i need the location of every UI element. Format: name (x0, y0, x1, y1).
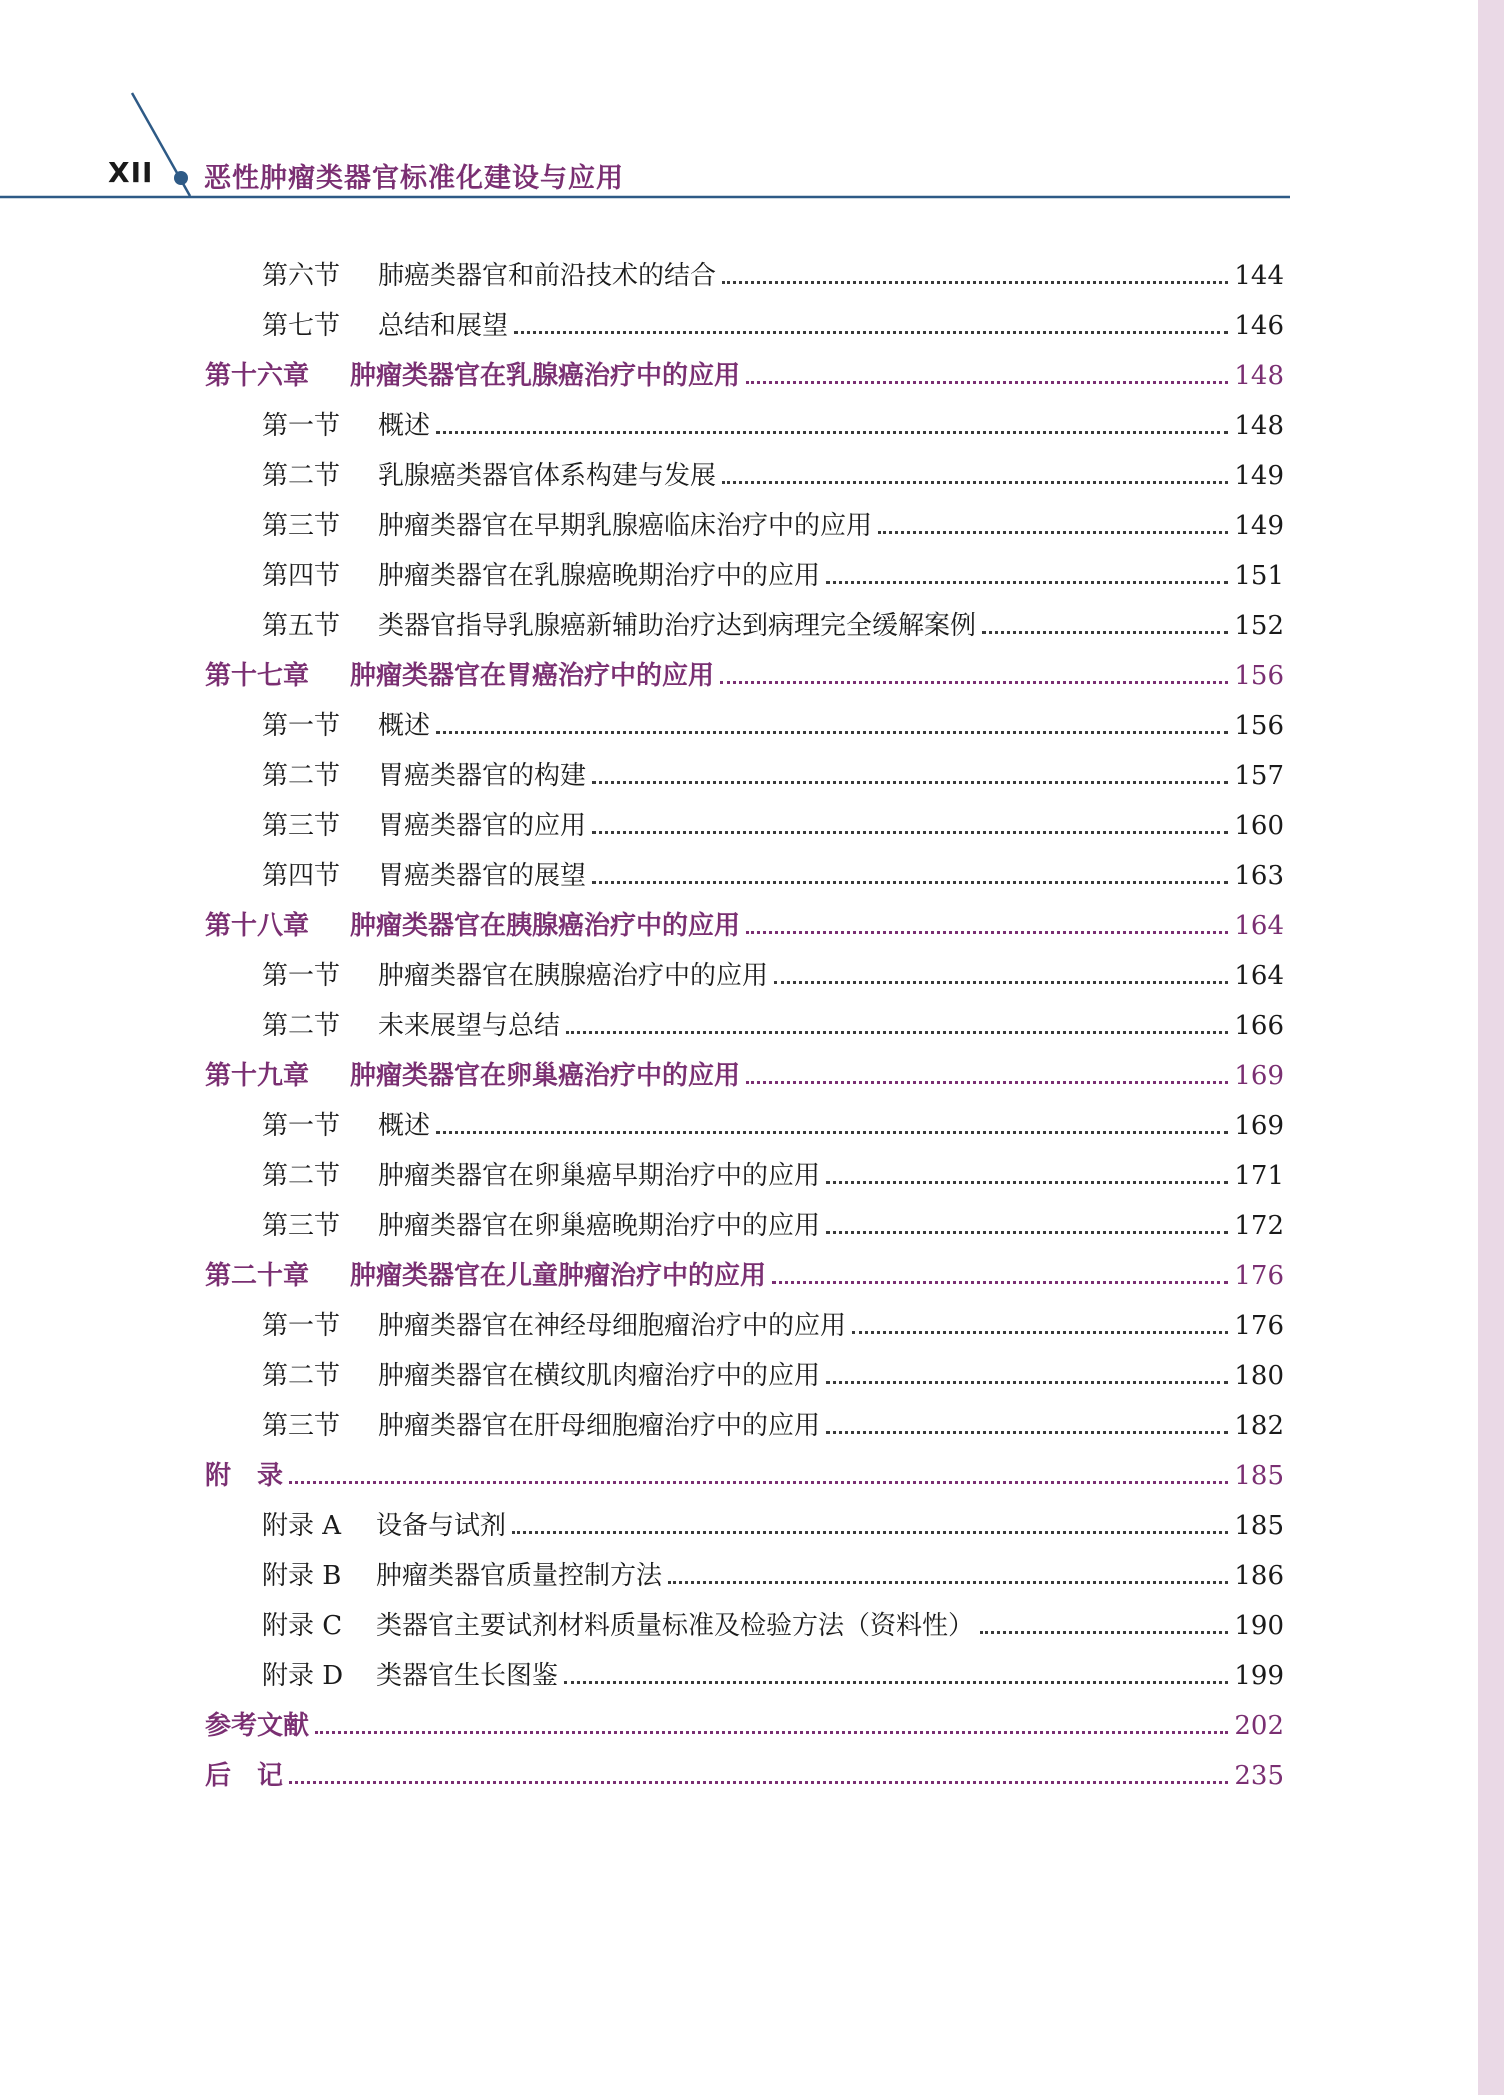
toc-entry-label: 第七节 (262, 311, 341, 341)
toc-entry-page-number: 199 (1234, 1661, 1284, 1691)
toc-entry-title: 肿瘤类器官在胃癌治疗中的应用 (350, 661, 715, 691)
toc-entry-section (262, 1156, 1284, 1196)
dot-leader (746, 381, 1228, 384)
toc-entry-section (262, 706, 1284, 746)
toc-entry-title: 类器官主要试剂材料质量标准及检验方法（资料性） (376, 1611, 975, 1641)
toc-entry-section (262, 956, 1284, 996)
dot-leader (878, 531, 1228, 534)
dot-leader (592, 881, 1228, 884)
toc-entry-page-number: 176 (1234, 1311, 1284, 1341)
dot-leader (826, 1231, 1228, 1234)
toc-entry-chapter (205, 1056, 1284, 1096)
toc-entry-label: 第二十章 (205, 1261, 310, 1291)
toc-entry-title: 概述 (378, 711, 431, 741)
toc-entry-page-number: 169 (1234, 1111, 1284, 1141)
dot-leader (722, 281, 1228, 284)
dot-leader (564, 1681, 1228, 1684)
toc-entry-section (262, 1006, 1284, 1046)
toc-entry-title: 肿瘤类器官在乳腺癌治疗中的应用 (350, 361, 741, 391)
toc-entry-page-number: 160 (1234, 811, 1284, 841)
toc-entry-page-number: 190 (1234, 1611, 1284, 1641)
toc-entry-title: 肿瘤类器官在卵巢癌早期治疗中的应用 (378, 1161, 821, 1191)
dot-leader (980, 1631, 1228, 1634)
toc-entry-page-number: 186 (1234, 1561, 1284, 1591)
toc-entry-label: 第一节 (262, 411, 341, 441)
dot-leader (720, 681, 1228, 684)
toc-entry-appendix (262, 1556, 1284, 1596)
toc-entry-title: 肺癌类器官和前沿技术的结合 (378, 261, 717, 291)
toc-entry-label: 第二节 (262, 1011, 341, 1041)
toc-entry-page-number: 185 (1234, 1511, 1284, 1541)
dot-leader (514, 331, 1228, 334)
toc-entry-label: 第四节 (262, 861, 341, 891)
toc-entry-plain (205, 1456, 1284, 1496)
toc-entry-page-number: 166 (1234, 1011, 1284, 1041)
toc-entry-section (262, 856, 1284, 896)
dot-leader (826, 1381, 1228, 1384)
toc-entry-label: 第十七章 (205, 661, 310, 691)
dot-leader (826, 581, 1228, 584)
toc-entry-page-number: 149 (1234, 461, 1284, 491)
toc-entry-page-number: 156 (1234, 661, 1284, 691)
toc-entry-chapter (205, 1256, 1284, 1296)
toc-entry-label: 第一节 (262, 961, 341, 991)
toc-entry-label: 第三节 (262, 1411, 341, 1441)
toc-entry-page-number: 144 (1234, 261, 1284, 291)
toc-entry-page-number: 169 (1234, 1061, 1284, 1091)
dot-leader (852, 1331, 1228, 1334)
dot-leader (982, 631, 1228, 634)
toc-entry-label: 第三节 (262, 811, 341, 841)
toc-entry-label: 第十六章 (205, 361, 310, 391)
toc-entry-title: 肿瘤类器官在胰腺癌治疗中的应用 (378, 961, 769, 991)
toc-entry-appendix (262, 1656, 1284, 1696)
toc-entry-page-number: 149 (1234, 511, 1284, 541)
toc-entry-title: 肿瘤类器官在卵巢癌晚期治疗中的应用 (378, 1211, 821, 1241)
header-decoration (0, 0, 1300, 210)
toc-entry-page-number: 151 (1234, 561, 1284, 591)
toc-entry-label: 参考文献 (205, 1711, 310, 1741)
toc-entry-chapter (205, 906, 1284, 946)
toc-entry-page-number: 235 (1234, 1761, 1284, 1791)
toc-entry-page-number: 163 (1234, 861, 1284, 891)
dot-leader (289, 1781, 1228, 1784)
toc-entry-page-number: 202 (1234, 1711, 1284, 1741)
toc-entry-page-number: 152 (1234, 611, 1284, 641)
toc-entry-label: 第十九章 (205, 1061, 310, 1091)
toc-entry-title: 肿瘤类器官在肝母细胞瘤治疗中的应用 (378, 1411, 821, 1441)
toc-entry-section (262, 806, 1284, 846)
toc-entry-title: 概述 (378, 1111, 431, 1141)
toc-entry-title: 胃癌类器官的应用 (378, 811, 587, 841)
header-dot (174, 171, 188, 185)
toc-entry-page-number: 148 (1234, 411, 1284, 441)
dot-leader (592, 831, 1228, 834)
toc-entry-plain (205, 1706, 1284, 1746)
toc-entry-label: 附录 A (262, 1511, 342, 1541)
toc-entry-chapter (205, 656, 1284, 696)
toc-entry-title: 肿瘤类器官在胰腺癌治疗中的应用 (350, 911, 741, 941)
dot-leader (774, 981, 1228, 984)
toc-entry-section (262, 506, 1284, 546)
toc-entry-title: 肿瘤类器官在乳腺癌晚期治疗中的应用 (378, 561, 821, 591)
toc-entry-section (262, 1406, 1284, 1446)
toc-entry-title: 未来展望与总结 (378, 1011, 561, 1041)
toc-entry-title: 肿瘤类器官在神经母细胞瘤治疗中的应用 (378, 1311, 847, 1341)
toc-entry-page-number: 164 (1234, 911, 1284, 941)
toc-entry-label: 第一节 (262, 1311, 341, 1341)
toc-entry-page-number: 185 (1234, 1461, 1284, 1491)
dot-leader (668, 1581, 1228, 1584)
toc-entry-title: 乳腺癌类器官体系构建与发展 (378, 461, 717, 491)
toc-entry-page-number: 182 (1234, 1411, 1284, 1441)
toc-entry-label: 第四节 (262, 561, 341, 591)
toc-entry-title: 设备与试剂 (376, 1511, 507, 1541)
toc-entry-section (262, 256, 1284, 296)
toc-entry-title: 肿瘤类器官在卵巢癌治疗中的应用 (350, 1061, 741, 1091)
toc-entry-page-number: 176 (1234, 1261, 1284, 1291)
book-title: 恶性肿瘤类器官标准化建设与应用 (204, 163, 624, 194)
toc-entry-title: 概述 (378, 411, 431, 441)
toc-entry-label: 后 记 (205, 1761, 284, 1791)
toc-entry-title: 类器官生长图鉴 (376, 1661, 559, 1691)
dot-leader (746, 1081, 1228, 1084)
toc-entry-section (262, 1106, 1284, 1146)
page-number: XII (108, 156, 154, 189)
dot-leader (436, 731, 1228, 734)
toc-entry-chapter (205, 356, 1284, 396)
toc-entry-label: 第十八章 (205, 911, 310, 941)
toc-entry-title: 总结和展望 (378, 311, 509, 341)
dot-leader (566, 1031, 1228, 1034)
toc-entry-page-number: 171 (1234, 1161, 1284, 1191)
side-color-band (1478, 0, 1504, 2095)
toc-entry-label: 第一节 (262, 1111, 341, 1141)
toc-entry-page-number: 180 (1234, 1361, 1284, 1391)
toc-entry-page-number: 157 (1234, 761, 1284, 791)
dot-leader (436, 1131, 1228, 1134)
toc-entry-page-number: 146 (1234, 311, 1284, 341)
dot-leader (826, 1181, 1228, 1184)
toc-entry-label: 第五节 (262, 611, 341, 641)
toc-entry-appendix (262, 1606, 1284, 1646)
toc-entry-title: 肿瘤类器官在儿童肿瘤治疗中的应用 (350, 1261, 767, 1291)
page-header (0, 0, 1300, 210)
toc-entry-title: 胃癌类器官的构建 (378, 761, 587, 791)
toc-entry-label: 附录 D (262, 1661, 344, 1691)
toc-entry-section (262, 556, 1284, 596)
toc-entry-label: 第六节 (262, 261, 341, 291)
toc-entry-label: 第二节 (262, 461, 341, 491)
toc-entry-title: 肿瘤类器官在横纹肌肉瘤治疗中的应用 (378, 1361, 821, 1391)
toc-entry-page-number: 148 (1234, 361, 1284, 391)
toc-entry-title: 类器官指导乳腺癌新辅助治疗达到病理完全缓解案例 (378, 611, 977, 641)
toc-entry-page-number: 156 (1234, 711, 1284, 741)
toc-entry-appendix (262, 1506, 1284, 1546)
toc-entry-section (262, 1356, 1284, 1396)
toc-entry-label: 第二节 (262, 1361, 341, 1391)
dot-leader (826, 1431, 1228, 1434)
toc-entry-label: 第三节 (262, 511, 341, 541)
toc-entry-title: 肿瘤类器官在早期乳腺癌临床治疗中的应用 (378, 511, 873, 541)
dot-leader (315, 1731, 1228, 1734)
dot-leader (772, 1281, 1228, 1284)
toc-entry-section (262, 606, 1284, 646)
dot-leader (722, 481, 1228, 484)
toc-entry-plain (205, 1756, 1284, 1796)
toc-entry-label: 第二节 (262, 761, 341, 791)
toc-entry-section (262, 406, 1284, 446)
toc-entry-section (262, 1206, 1284, 1246)
toc-entry-page-number: 164 (1234, 961, 1284, 991)
toc-entry-section (262, 456, 1284, 496)
toc-entry-label: 附录 B (262, 1561, 342, 1591)
toc-entry-title: 肿瘤类器官质量控制方法 (376, 1561, 663, 1591)
dot-leader (512, 1531, 1228, 1534)
dot-leader (289, 1481, 1228, 1484)
toc-entry-section (262, 1306, 1284, 1346)
toc-entry-label: 附录 C (262, 1611, 343, 1641)
dot-leader (746, 931, 1228, 934)
toc-entry-label: 附 录 (205, 1461, 284, 1491)
toc-entry-label: 第三节 (262, 1211, 341, 1241)
toc-entry-label: 第一节 (262, 711, 341, 741)
toc-entry-section (262, 756, 1284, 796)
toc-entry-section (262, 306, 1284, 346)
toc-entry-page-number: 172 (1234, 1211, 1284, 1241)
toc-entry-label: 第二节 (262, 1161, 341, 1191)
dot-leader (436, 431, 1228, 434)
dot-leader (592, 781, 1228, 784)
toc-entry-title: 胃癌类器官的展望 (378, 861, 587, 891)
